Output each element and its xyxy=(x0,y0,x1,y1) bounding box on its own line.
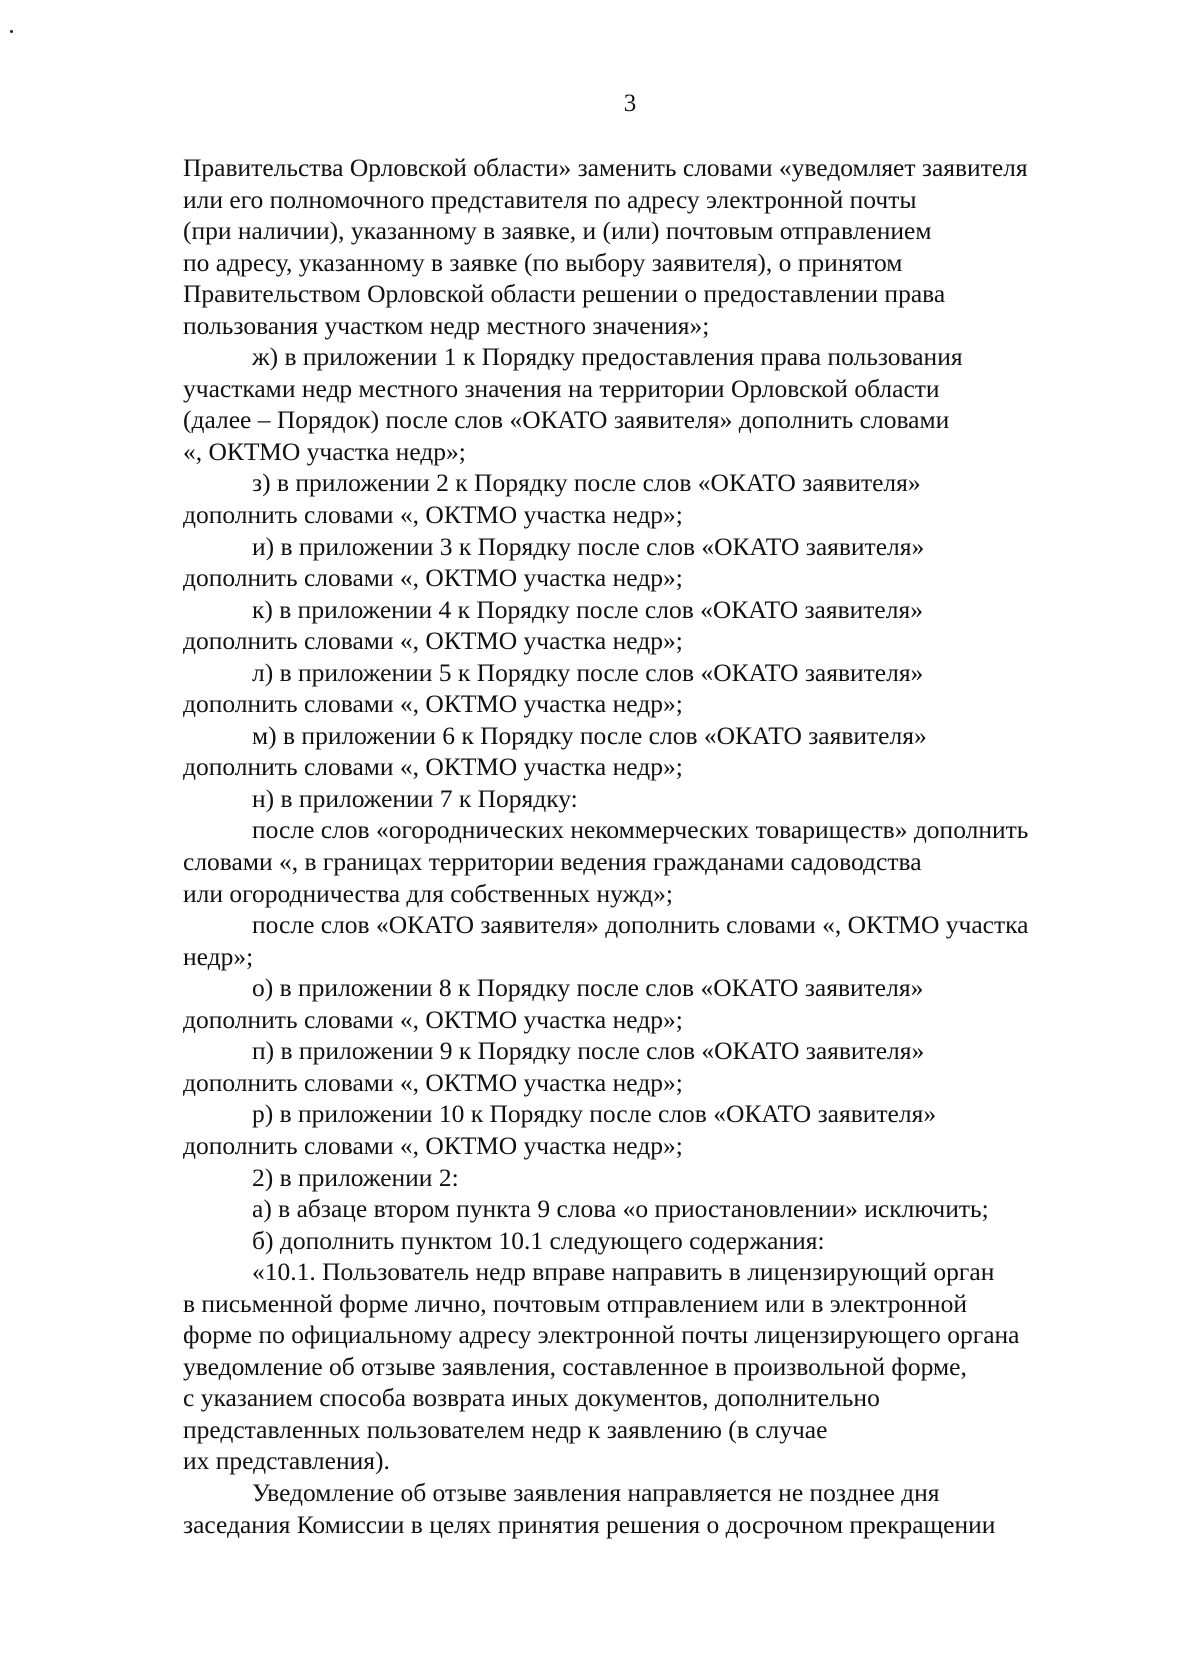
paragraph-last: Уведомление об отзыве заявления направляется не позднее дня заседания Комиссии в целях принятия решения о досрочном прекращении xyxy=(183,1477,996,1539)
paragraph-b: б) дополнить пунктом 10.1 следующего содержания: xyxy=(252,1225,825,1255)
paragraph-l: л) в приложении 5 к Порядку после слов «ОКАТО заявителя» дополнить словами «, ОКТМО участка недр»; xyxy=(183,657,924,719)
paragraph-i: и) в приложении 3 к Порядку после слов «ОКАТО заявителя» дополнить словами «, ОКТМО участка недр»; xyxy=(183,531,925,593)
paragraph-cont: Правительства Орловской области» заменить словами «уведомляет заявителя или его полномочного представителя по адресу электронной почты (при наличии), указанному в заявке, и (или) почтовым отправлением по адресу, указанному в заявке (по выбору заявителя), о принятом Правительством Орловской области решении о предоставлении права пользования участком недр местного значения»; xyxy=(183,153,1028,340)
paragraph-a: а) в абзаце втором пункта 9 слова «о приостановлении» исключить; xyxy=(252,1194,989,1224)
paragraph-k: к) в приложении 4 к Порядку после слов «ОКАТО заявителя» дополнить словами «, ОКТМО участка недр»; xyxy=(183,594,923,656)
paragraph-m: м) в приложении 6 к Порядку после слов «ОКАТО заявителя» дополнить словами «, ОКТМО участка недр»; xyxy=(183,720,927,782)
document-body xyxy=(183,152,1089,1540)
paragraph-101: «10.1. Пользователь недр вправе направить в лицензирующий орган в письменной форме лично, почтовым отправлением или в электронной форме по официальному адресу электронной почты лицензирующего органа уведомление об отзыве заявления, составленное в произвольной форме, с указанием способа возврата иных документов, дополнительно представленных пользователем недр к заявлению (в случае их представления). xyxy=(183,1257,1020,1476)
paragraph-p: п) в приложении 9 к Порядку после слов «ОКАТО заявителя» дополнить словами «, ОКТМО участка недр»; xyxy=(183,1036,925,1097)
paragraph-2: 2) в приложении 2: xyxy=(252,1162,459,1192)
paragraph-n1: после слов «огороднических некоммерческих товариществ» дополнить словами «, в границах территории ведения гражданами садоводства или огородничества для собственных нужд»; xyxy=(183,815,1029,908)
paragraph-r: р) в приложении 10 к Порядку после слов «ОКАТО заявителя» дополнить словами «, ОКТМО участка недр»; xyxy=(183,1099,937,1160)
paragraph-n2: после слов «ОКАТО заявителя» дополнить словами «, ОКТМО участка недр»; xyxy=(183,910,1029,971)
scan-speck xyxy=(10,30,13,33)
page-number: 3 xyxy=(623,90,637,117)
paragraph-zh: ж) в приложении 1 к Порядку предоставления права пользования участками недр местного значения на территории Орловской области (далее – Порядок) после слов «ОКАТО заявителя» дополнить словами «, ОКТМО участка недр»; xyxy=(183,342,963,466)
paragraph-z: з) в приложении 2 к Порядку после слов «ОКАТО заявителя» дополнить словами «, ОКТМО участка недр»; xyxy=(183,468,921,530)
paragraph-o: о) в приложении 8 к Порядку после слов «ОКАТО заявителя» дополнить словами «, ОКТМО участка недр»; xyxy=(183,973,924,1034)
paragraph-n: н) в приложении 7 к Порядку: xyxy=(252,783,578,813)
